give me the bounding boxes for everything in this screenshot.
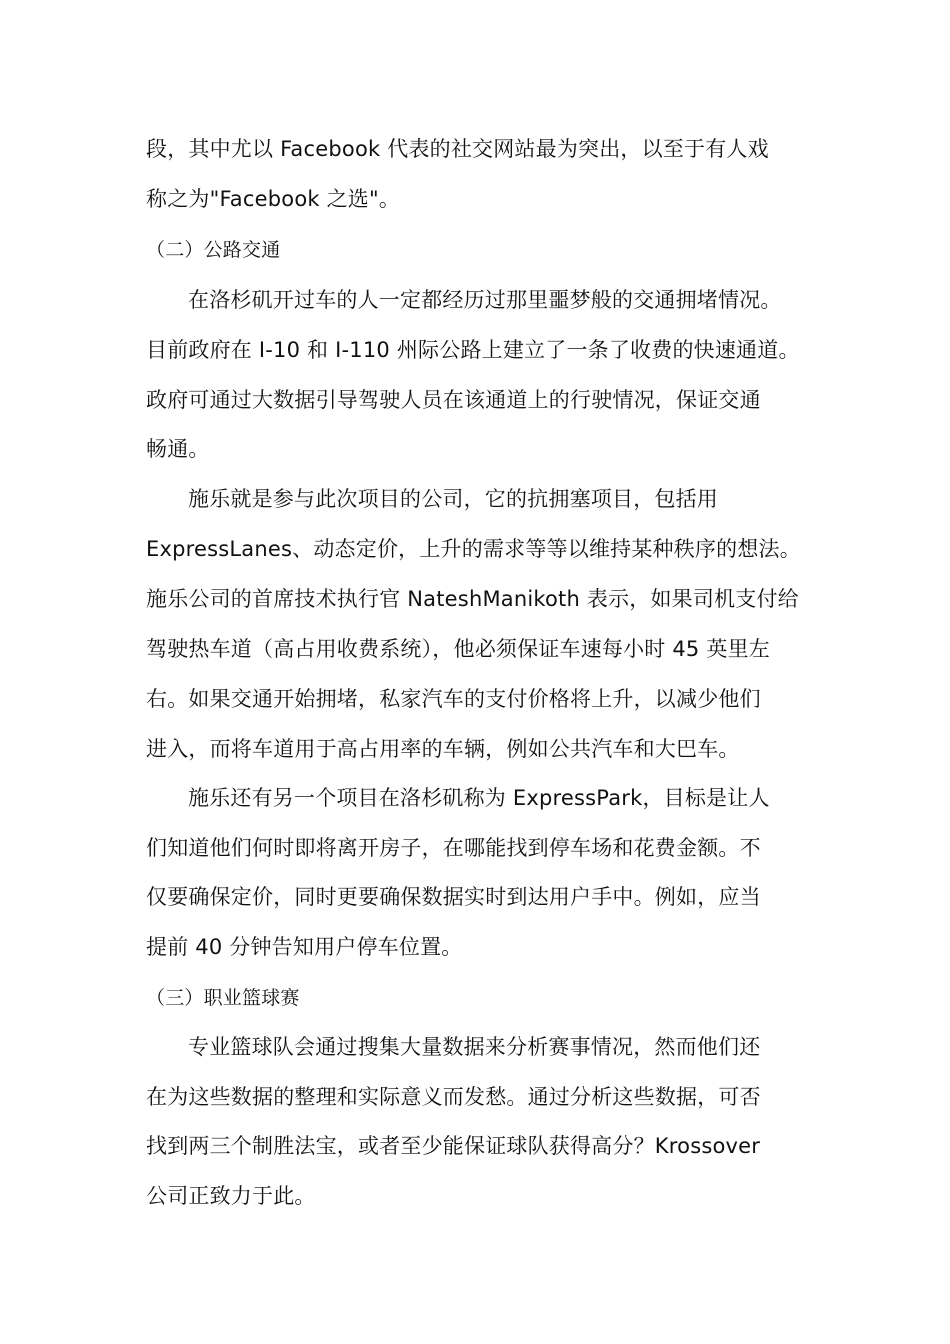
- text-line: 提前 40 分钟告知用户停车位置。: [146, 935, 463, 959]
- text-line: 们知道他们何时即将离开房子，在哪能找到停车场和花费金额。不: [146, 836, 761, 860]
- section-heading: （二）公路交通: [146, 239, 281, 261]
- text-line: 找到两三个制胜法宝，或者至少能保证球队获得高分？Krossover: [146, 1134, 761, 1158]
- text-line: ExpressLanes、动态定价，上升的需求等等以维持某种秩序的想法。: [146, 537, 801, 561]
- text-line: 政府可通过大数据引导驾驶人员在该通道上的行驶情况，保证交通: [146, 388, 761, 412]
- text-line: 在为这些数据的整理和实际意义而发愁。通过分析这些数据，可否: [146, 1085, 761, 1109]
- text-line: 段，其中尤以 Facebook 代表的社交网站最为突出，以至于有人戏: [146, 137, 769, 161]
- text-line: 施乐还有另一个项目在洛杉矶称为 ExpressPark，目标是让人: [188, 786, 770, 810]
- text-line: 进入，而将车道用于高占用率的车辆，例如公共汽车和大巴车。: [146, 737, 740, 761]
- text-line: 驾驶热车道（高占用收费系统），他必须保证车速每小时 45 英里左: [146, 637, 770, 661]
- text-line: 右。如果交通开始拥堵，私家汽车的支付价格将上升，以减少他们: [146, 687, 761, 711]
- text-line: 施乐公司的首席技术执行官 NateshManikoth 表示，如果司机支付给: [146, 587, 799, 611]
- text-line: 畅通。: [146, 437, 210, 461]
- text-line: 仅要确保定价，同时更要确保数据实时到达用户手中。例如，应当: [146, 885, 761, 909]
- section-heading: （三）职业篮球赛: [146, 987, 300, 1009]
- text-line: 在洛杉矶开过车的人一定都经历过那里噩梦般的交通拥堵情况。: [188, 288, 782, 312]
- text-line: 称之为"Facebook 之选"。: [146, 187, 401, 211]
- text-line: 专业篮球队会通过搜集大量数据来分析赛事情况，然而他们还: [188, 1035, 761, 1059]
- text-line: 目前政府在 I-10 和 I-110 州际公路上建立了一条了收费的快速通道。: [146, 338, 800, 362]
- text-line: 施乐就是参与此次项目的公司，它的抗拥塞项目，包括用: [188, 487, 718, 511]
- text-line: 公司正致力于此。: [146, 1184, 316, 1208]
